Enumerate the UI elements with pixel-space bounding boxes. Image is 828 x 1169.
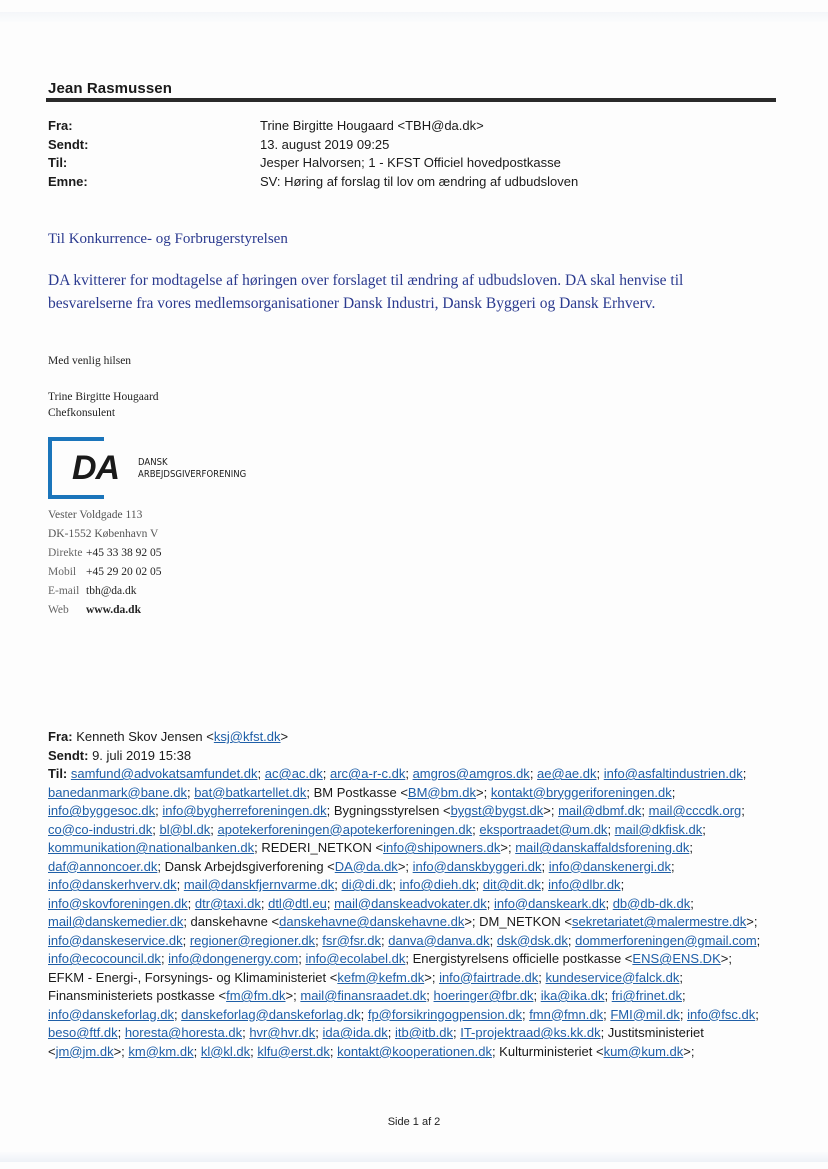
recipient-email-link[interactable]: info@skovforeningen.dk	[48, 895, 188, 911]
recipient-separator: ;	[605, 895, 613, 911]
recipient-email-link[interactable]: BM@bm.dk	[407, 784, 477, 800]
recipient-separator: ; Bygningsstyrelsen <	[326, 803, 451, 818]
contact-key: E-mail	[48, 585, 80, 597]
recipient-email-link[interactable]: DA@da.dk	[334, 858, 398, 874]
recipient-email-link[interactable]: info@fairtrade.dk	[439, 969, 539, 985]
recipient-separator: ; Justitsministeriet <	[48, 1025, 704, 1059]
recipient-email-link[interactable]: info@fsc.dk	[687, 1006, 756, 1022]
recipient-email-link[interactable]: info@bygherreforeningen.dk	[162, 803, 327, 818]
recipient-email-link[interactable]: ac@ac.dk	[264, 766, 323, 781]
recipient-email-link[interactable]: info@ecocouncil.dk	[48, 951, 161, 966]
recipient-separator: ;	[472, 821, 480, 837]
recipient-email-link[interactable]: hoeringer@fbr.dk	[433, 988, 534, 1003]
recipient-separator: ;	[298, 951, 306, 966]
recipient-separator: >;	[424, 969, 440, 985]
recipient-email-link[interactable]: amgros@amgros.dk	[412, 766, 530, 781]
body-paragraph: DA kvitterer for modtagelse af høringen over forslaget til ændring af udbudsloven. DA skal henvise til besvarelserne fra vores medlemsorganisationer Dansk Industri, Dansk Byggeri og Dansk Erhverv.	[48, 272, 684, 312]
fwd-sent-label: Sendt:	[48, 747, 89, 763]
recipient-list	[48, 766, 760, 1059]
recipient-email-link[interactable]: mail@danskfjernvarme.dk	[183, 877, 335, 892]
recipient-separator: ;	[679, 1006, 688, 1022]
recipient-separator: ;	[250, 1043, 258, 1059]
recipient-email-link[interactable]: mail@danskeadvokater.dk	[334, 895, 487, 911]
scan-edge-top	[0, 12, 828, 22]
recipient-email-link[interactable]: kontakt@kooperationen.dk	[337, 1043, 492, 1059]
fwd-sent-value: 9. juli 2019 15:38	[92, 747, 192, 763]
recipient-separator: ;	[315, 1025, 323, 1040]
email-header	[48, 117, 578, 191]
recipient-email-link[interactable]: samfund@advokatsamfundet.dk	[70, 766, 258, 781]
recipient-email-link[interactable]: info@shipowners.dk	[383, 840, 501, 855]
recipient-email-link[interactable]: db@db-dk.dk	[612, 895, 691, 911]
contact-row-mobile	[48, 563, 162, 582]
recipient-separator: ;	[260, 895, 269, 911]
recipient-email-link[interactable]: IT-projektraad@ks.kk.dk	[460, 1025, 601, 1040]
recipient-separator: ;	[160, 951, 169, 966]
recipient-separator: ;	[567, 932, 576, 948]
recipient-email-link[interactable]: banedanmark@bane.dk	[48, 784, 187, 800]
recipient-email-link[interactable]: fmn@fmn.dk	[529, 1006, 604, 1022]
recipient-separator: ;	[334, 877, 342, 892]
header-value: Trine Birgitte Hougaard <TBH@da.dk>	[260, 118, 484, 133]
forwarded-message	[48, 728, 768, 1061]
signature-block	[48, 389, 159, 421]
recipient-separator: ; Kulturministeriet <	[491, 1043, 604, 1059]
contact-key: Mobil	[48, 566, 77, 578]
recipient-separator: ;	[689, 840, 693, 855]
contact-value: +45 33 38 92 05	[86, 547, 162, 559]
header-rule	[46, 98, 776, 102]
recipient-email-link[interactable]: info@ecolabel.dk	[305, 951, 406, 966]
recipient-separator: ;	[529, 766, 538, 781]
recipient-email-link[interactable]: info@danskeservice.dk	[48, 932, 183, 948]
logo-org-name	[138, 457, 246, 481]
recipient-separator: ; Energistyrelsens officielle postkasse <	[405, 951, 633, 966]
contact-value[interactable]: www.da.dk	[86, 604, 141, 616]
salutation: Til Konkurrence- og Forbrugerstyrelsen	[48, 231, 288, 247]
recipient-separator: ;	[756, 932, 761, 948]
recipient-separator: ;	[187, 895, 195, 911]
header-to-row	[48, 154, 578, 173]
page-footer: Side 1 af 2	[387, 1116, 441, 1128]
contact-row-direct	[48, 544, 162, 563]
recipient-separator: ;	[322, 766, 330, 781]
fwd-from-row	[48, 728, 768, 747]
recipient-email-link[interactable]: dtl@dtl.eu	[268, 895, 327, 911]
recipient-separator: >;	[543, 803, 559, 818]
recipient-separator: ;	[210, 821, 218, 837]
recipient-separator: ;	[152, 821, 160, 837]
recipient-email-link[interactable]: hvr@hvr.dk	[249, 1025, 316, 1040]
fwd-to-row	[48, 765, 768, 1061]
recipient-email-link[interactable]: info@danskbyggeri.dk	[412, 858, 542, 874]
recipient-email-link[interactable]: mail@finansraadet.dk	[300, 988, 427, 1003]
recipient-separator: ;	[176, 877, 184, 892]
recipient-email-link[interactable]: beso@ftf.dk	[48, 1025, 118, 1040]
recipient-separator: >;	[683, 1043, 695, 1059]
logo-bracket-top	[48, 437, 104, 441]
recipient-email-link[interactable]: eksportraadet@um.dk	[479, 821, 608, 837]
header-value: Jesper Halvorsen; 1 - KFST Officiel hovedpostkasse	[260, 155, 561, 170]
recipient-separator: ;	[475, 877, 483, 892]
header-from-row	[48, 117, 578, 136]
recipient-separator: ;	[521, 1006, 530, 1022]
recipient-separator: ;	[315, 932, 323, 948]
recipient-email-link[interactable]: dommerforeningen@gmail.com	[575, 932, 757, 948]
contact-value: +45 29 20 02 05	[86, 566, 162, 578]
recipient-separator: ;	[392, 877, 400, 892]
recipient-separator: >;	[746, 914, 758, 929]
recipient-separator: ;	[173, 1006, 182, 1022]
recipient-email-link[interactable]: mail@danskaffaldsforening.dk	[515, 840, 690, 855]
recipient-email-link[interactable]: itb@itb.dk	[394, 1025, 453, 1040]
recipient-separator: >;	[397, 858, 413, 874]
contact-key: Direkte	[48, 547, 83, 559]
recipient-separator: ;	[329, 1043, 338, 1059]
recipient-email-link[interactable]: info@dongenergy.com	[168, 951, 299, 966]
recipient-separator: ;	[360, 1006, 368, 1022]
signature-name: Trine Birgitte Hougaard	[48, 391, 159, 403]
recipient-email-link[interactable]: ENS@ENS.DK	[632, 951, 721, 966]
fwd-sent-row	[48, 747, 768, 766]
recipient-email-link[interactable]: danva@danva.dk	[388, 932, 490, 948]
header-sent-row	[48, 136, 578, 155]
recipient-separator: ;	[533, 988, 541, 1003]
recipient-separator: ;	[671, 784, 676, 800]
fwd-from-label: Fra:	[48, 729, 73, 744]
recipient-email-link[interactable]: bl@bl.dk	[159, 821, 211, 837]
recipient-email-link[interactable]: mail@danskemedier.dk	[48, 914, 184, 929]
address-street: Vester Voldgade 113	[48, 509, 143, 521]
recipient-email-link[interactable]: fm@fm.dk	[226, 988, 286, 1003]
header-label: Fra:	[48, 118, 73, 133]
signature-greeting: Med venlig hilsen	[48, 355, 132, 367]
recipient-separator: ;	[489, 932, 497, 948]
recipient-separator: ;	[186, 784, 195, 800]
fwd-from-name: Kenneth Skov Jensen <	[76, 729, 214, 744]
recipient-email-link[interactable]: info@danskeforlag.dk	[48, 1006, 174, 1022]
recipient-separator: ;	[541, 858, 549, 874]
da-logo	[48, 437, 247, 499]
recipient-email-link[interactable]: info@dieh.dk	[399, 877, 476, 892]
recipient-email-link[interactable]: fri@frinet.dk	[611, 988, 682, 1003]
header-subject-row	[48, 173, 578, 192]
recipient-email-link[interactable]: fp@forsikringogpension.dk	[367, 1006, 522, 1022]
recipient-separator: ;	[117, 1025, 125, 1040]
header-value: 13. august 2019 09:25	[260, 136, 390, 152]
recipient-email-link[interactable]: apotekerforeningen@apotekerforeningen.dk	[217, 821, 473, 837]
recipient-email-link[interactable]: info@danskenergi.dk	[548, 858, 672, 874]
recipient-separator: ;	[620, 877, 625, 892]
recipient-separator: ;	[426, 988, 434, 1003]
recipient-email-link[interactable]: ika@ika.dk	[540, 988, 605, 1003]
recipient-separator: ; danskehavne <	[183, 914, 280, 929]
recipient-separator: ;	[486, 895, 494, 911]
recipient-email-link[interactable]: bat@batkartellet.dk	[194, 784, 307, 800]
recipient-separator: ;	[603, 1006, 611, 1022]
recipient-email-link[interactable]: horesta@horesta.dk	[124, 1025, 243, 1040]
recipient-separator: ;	[742, 766, 747, 781]
recipient-email-link[interactable]: bygst@bygst.dk	[450, 803, 544, 818]
recipient-email-link[interactable]: dit@dit.dk	[482, 877, 541, 892]
header-value: SV: Høring af forslag til lov om ændring af udbudsloven	[260, 173, 579, 189]
fwd-from-close: >	[280, 729, 289, 744]
recipient-separator: ; REDERI_NETKON <	[254, 840, 384, 855]
recipient-separator: ; Finansministeriets postkasse <	[48, 969, 683, 1003]
recipient-separator: >; EFKM - Energi-, Forsynings- og Klimaministeriet <	[48, 951, 732, 985]
recipient-email-link[interactable]: info@byggesoc.dk	[48, 803, 156, 818]
address-city: DK-1552 København V	[48, 528, 159, 540]
recipient-email-link[interactable]: FMI@mil.dk	[610, 1006, 680, 1022]
recipient-separator: ;	[681, 988, 686, 1003]
fwd-from-email-link[interactable]: ksj@kfst.dk	[213, 729, 281, 744]
recipient-email-link[interactable]: klfu@erst.dk	[257, 1043, 330, 1059]
recipient-email-link[interactable]: kontakt@bryggeriforeningen.dk	[490, 784, 672, 800]
recipient-separator: ;	[182, 932, 190, 948]
recipient-email-link[interactable]: info@asfaltindustrien.dk	[603, 766, 743, 781]
recipient-separator: >; DM_NETKON <	[464, 914, 572, 929]
recipient-email-link[interactable]: danskeforlag@danskeforlag.dk	[181, 1006, 361, 1022]
recipient-email-link[interactable]: di@di.dk	[341, 877, 393, 892]
recipient-email-link[interactable]: kundeservice@falck.dk	[545, 969, 680, 985]
header-label: Sendt:	[48, 136, 89, 152]
recipient-email-link[interactable]: info@danskerhverv.dk	[48, 877, 177, 892]
recipient-email-link[interactable]: ida@ida.dk	[322, 1025, 388, 1040]
recipient-separator: ;	[596, 766, 604, 781]
header-label: Emne:	[48, 173, 88, 189]
address	[48, 506, 158, 544]
contact-row-web	[48, 601, 162, 620]
recipient-email-link[interactable]: dsk@dsk.dk	[496, 932, 568, 948]
scan-edge-bottom	[0, 1152, 828, 1162]
recipient-separator: ;	[381, 932, 389, 948]
recipient-separator: ; Dansk Arbejdsgiverforening <	[157, 858, 335, 874]
recipient-separator: ;	[641, 803, 649, 818]
recipient-email-link[interactable]: arc@a-r-c.dk	[330, 766, 406, 781]
contact-key: Web	[48, 604, 69, 616]
logo-line-2: ARBEJDSGIVERFORENING	[138, 469, 247, 480]
recipient-separator: ;	[604, 988, 612, 1003]
recipient-email-link[interactable]: co@co-industri.dk	[48, 821, 153, 837]
logo-line-1: DANSK	[138, 457, 168, 468]
contact-details	[48, 544, 162, 620]
recipient-separator: ;	[702, 821, 706, 837]
recipient-email-link[interactable]: kl@kl.dk	[200, 1043, 251, 1059]
recipient-email-link[interactable]: km@km.dk	[128, 1043, 194, 1059]
recipient-email-link[interactable]: mail@dbmf.dk	[558, 803, 642, 818]
recipient-separator: ;	[193, 1043, 201, 1059]
recipient-email-link[interactable]: regioner@regioner.dk	[189, 932, 316, 948]
recipient-separator: ;	[755, 1006, 759, 1022]
recipient-separator: ;	[155, 803, 163, 818]
logo-bracket-bottom	[48, 495, 104, 499]
recipient-separator: ;	[405, 766, 413, 781]
recipient-separator: ;	[538, 969, 546, 985]
recipient-separator: >;	[113, 1043, 129, 1059]
recipient-separator: ;	[387, 1025, 395, 1040]
recipient-email-link[interactable]: mail@cccdk.org	[648, 803, 742, 818]
header-label: Til:	[48, 155, 68, 170]
recipient-separator: ; BM Postkasse <	[306, 784, 408, 800]
contact-value[interactable]: tbh@da.dk	[86, 585, 137, 597]
recipient-separator: ;	[607, 821, 615, 837]
recipient-email-link[interactable]: mail@dkfisk.dk	[614, 821, 703, 837]
recipient-separator: ;	[741, 803, 745, 818]
logo-bracket-left	[48, 437, 52, 499]
logo-mark: DA	[72, 449, 120, 487]
recipient-email-link[interactable]: dtr@taxi.dk	[194, 895, 261, 911]
fwd-to-label: Til:	[48, 766, 68, 781]
author-name: Jean Rasmussen	[48, 80, 172, 97]
recipient-separator: ;	[242, 1025, 250, 1040]
recipient-email-link[interactable]: ae@ae.dk	[537, 766, 597, 781]
recipient-email-link[interactable]: fsr@fsr.dk	[322, 932, 381, 948]
recipient-email-link[interactable]: info@danskeark.dk	[493, 895, 606, 911]
recipient-separator: ;	[540, 877, 549, 892]
recipient-separator: ;	[671, 858, 675, 874]
recipient-email-link[interactable]: kommunikation@nationalbanken.dk	[48, 840, 255, 855]
recipient-separator: ;	[326, 895, 335, 911]
recipient-email-link[interactable]: info@dlbr.dk	[548, 877, 621, 892]
recipient-separator: >;	[500, 840, 516, 855]
contact-row-email	[48, 582, 162, 601]
recipient-separator: >;	[476, 784, 491, 800]
recipient-email-link[interactable]: jm@jm.dk	[55, 1043, 114, 1059]
recipient-separator: >;	[285, 988, 301, 1003]
recipient-separator: ;	[452, 1025, 461, 1040]
recipient-separator: ;	[257, 766, 265, 781]
recipient-email-link[interactable]: kum@kum.dk	[603, 1043, 684, 1059]
recipient-email-link[interactable]: daf@annoncoer.dk	[48, 858, 158, 874]
signature-title: Chefkonsulent	[48, 407, 116, 419]
recipient-email-link[interactable]: sekretariatet@malermestre.dk	[571, 914, 747, 929]
recipient-separator: ;	[690, 895, 694, 911]
recipient-email-link[interactable]: danskehavne@danskehavne.dk	[279, 914, 465, 929]
recipient-email-link[interactable]: kefm@kefm.dk	[337, 969, 425, 985]
